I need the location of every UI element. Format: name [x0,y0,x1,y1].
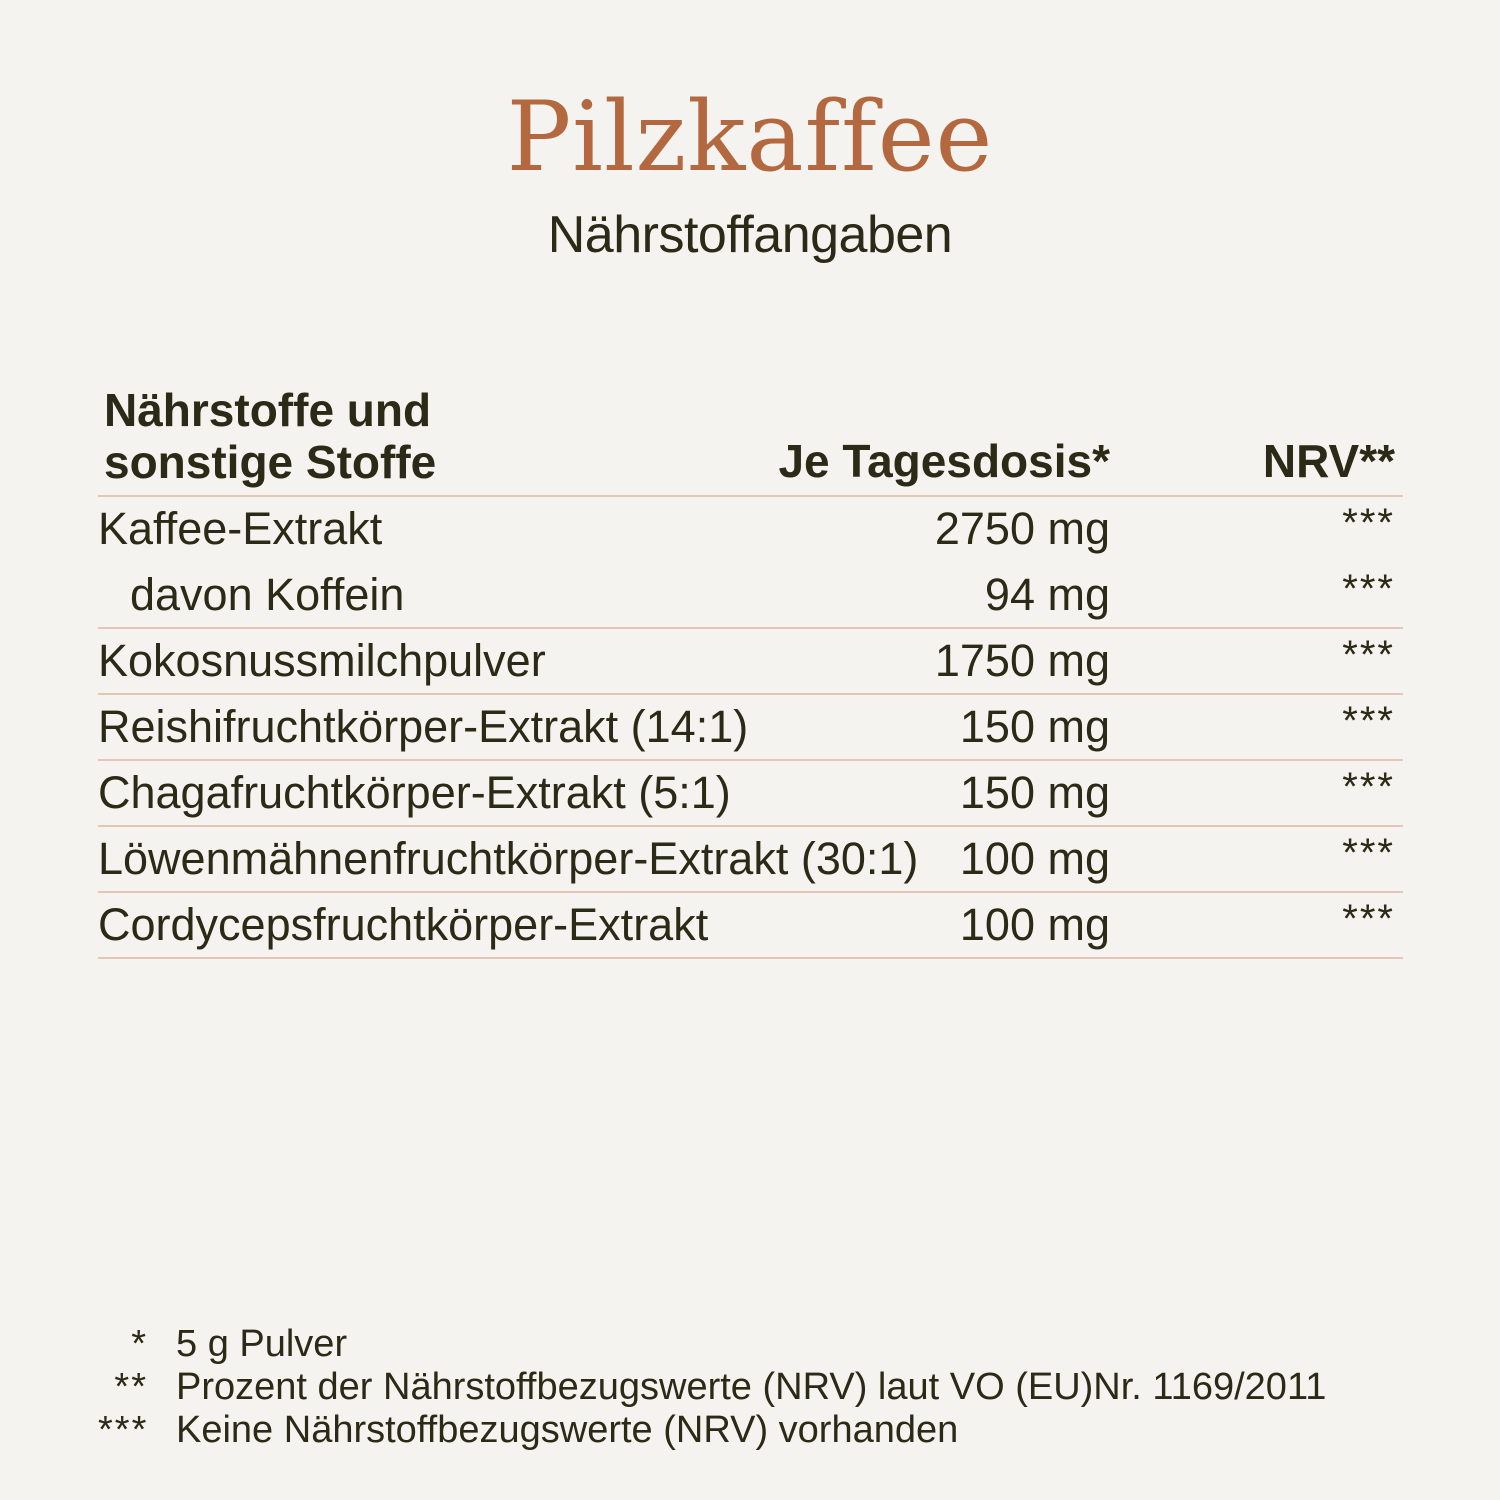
footnote [98,1366,1398,1409]
row-dose: 150 mg [959,701,1110,752]
header-nrv: NRV** [1262,435,1395,487]
row-name: Kaffee-Extrakt [98,503,383,554]
row-nrv: *** [1342,699,1395,743]
row-nrv: *** [1342,897,1395,941]
page-title: Pilzkaffee [506,81,994,193]
row-nrv: *** [1342,567,1395,611]
row-dose: 100 mg [959,899,1110,950]
footnotes [98,1323,1398,1452]
header-daily-dose: Je Tagesdosis* [778,435,1110,487]
row-dose: 94 mg [984,569,1110,620]
footnote-mark: * [131,1323,148,1365]
footnote-text: 5 g Pulver [176,1323,348,1365]
row-name: Kokosnussmilchpulver [98,635,546,686]
footnote-mark: ** [114,1366,148,1408]
row-nrv: *** [1342,633,1395,677]
row-name: Löwenmähnenfruchtkörper-Extrakt (30:1) [98,833,919,884]
row-nrv: *** [1342,501,1395,545]
table-row [98,761,1403,827]
table-row [98,695,1403,761]
nutrition-table [98,380,1403,959]
row-nrv: *** [1342,765,1395,809]
footnote-text: Keine Nährstoffbezugswerte (NRV) vorhanden [176,1409,959,1451]
table-row [98,563,1403,629]
footnote [98,1323,1398,1366]
row-dose: 100 mg [959,833,1110,884]
footnote-text: Prozent der Nährstoffbezugswerte (NRV) laut VO (EU)Nr. 1169/2011 [176,1366,1327,1408]
footnote [98,1409,1398,1452]
table-row [98,629,1403,695]
footnote-mark: *** [98,1409,149,1451]
row-dose: 2750 mg [934,503,1110,554]
page-subtitle: Nährstoffangaben [547,206,953,264]
row-dose: 1750 mg [934,635,1110,686]
table-row [98,827,1403,893]
row-name: Chagafruchtkörper-Extrakt (5:1) [98,767,731,818]
table-header [98,380,1403,497]
row-name: Cordycepsfruchtkörper-Extrakt [98,899,709,950]
table-row [98,497,1403,563]
row-name: davon Koffein [130,569,405,620]
row-nrv: *** [1342,831,1395,875]
row-name: Reishifruchtkörper-Extrakt (14:1) [98,701,749,752]
table-row [98,893,1403,959]
row-dose: 150 mg [959,767,1110,818]
header-nutrients: Nährstoffe und sonstige Stoffe [104,384,437,488]
